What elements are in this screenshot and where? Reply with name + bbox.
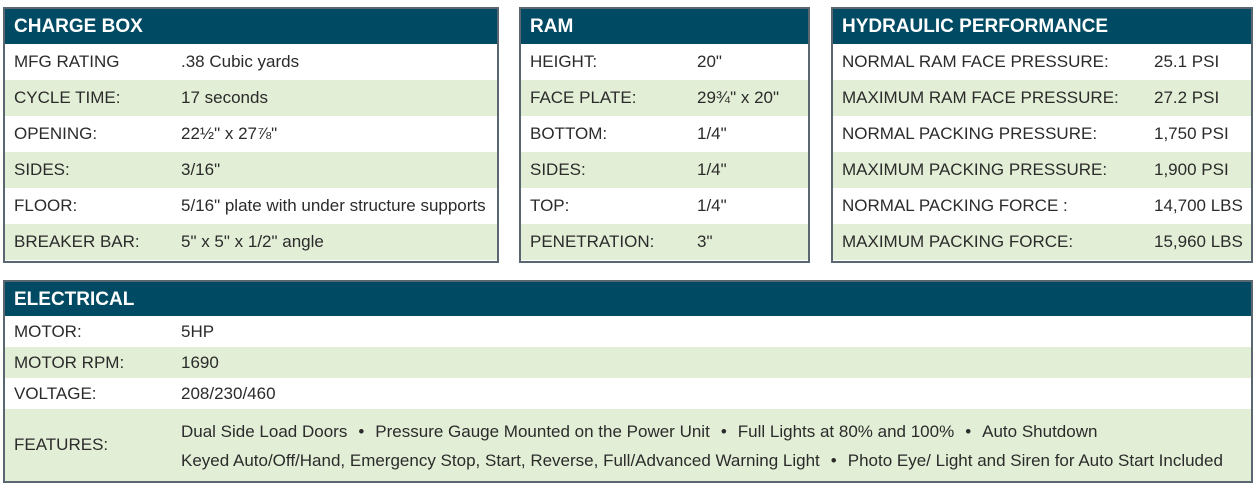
spec-label: SIDES:	[14, 160, 70, 179]
features-line	[181, 446, 1223, 475]
spec-value: 3/16"	[181, 160, 221, 179]
spec-row	[833, 116, 1251, 152]
spec-value: 29¾" x 20"	[697, 88, 780, 107]
spec-label: BOTTOM:	[530, 124, 608, 143]
spec-label: TOP:	[530, 196, 570, 215]
spec-value: 22½" x 27⅞"	[181, 124, 278, 143]
features-label: FEATURES:	[14, 435, 109, 454]
spec-value: 208/230/460	[181, 384, 276, 403]
spec-label: NORMAL PACKING PRESSURE:	[842, 124, 1098, 143]
spec-row	[521, 152, 808, 188]
spec-row	[5, 80, 497, 116]
feature-item: Full Lights at 80% and 100%	[737, 422, 955, 441]
spec-value: 1,750 PSI	[1154, 124, 1229, 143]
spec-label: FACE PLATE:	[530, 88, 637, 107]
spec-label: MOTOR:	[14, 322, 82, 341]
spec-label: MFG RATING	[14, 52, 120, 71]
spec-row	[833, 188, 1251, 224]
electrical-title: ELECTRICAL	[5, 282, 1251, 316]
features-line	[181, 417, 1223, 446]
spec-label: NORMAL PACKING FORCE :	[842, 196, 1068, 215]
spec-row	[833, 44, 1251, 80]
spec-value: 5HP	[181, 322, 215, 341]
spec-value: 1/4"	[697, 196, 727, 215]
features-list	[181, 417, 1223, 475]
spec-value: 1/4"	[697, 160, 727, 179]
spec-row	[521, 224, 808, 260]
spec-row	[5, 116, 497, 152]
spec-row	[521, 116, 808, 152]
spec-row	[521, 188, 808, 224]
spec-label: MAXIMUM PACKING FORCE:	[842, 232, 1074, 251]
spec-label: OPENING:	[14, 124, 98, 143]
spec-row	[5, 347, 1251, 378]
spec-value: 17 seconds	[181, 88, 268, 107]
spec-row	[5, 152, 497, 188]
spec-label: NORMAL RAM FACE PRESSURE:	[842, 52, 1109, 71]
spec-label: MAXIMUM PACKING PRESSURE:	[842, 160, 1108, 179]
spec-row	[5, 378, 1251, 409]
features-row	[5, 409, 1251, 481]
spec-row	[833, 152, 1251, 188]
spec-label: HEIGHT:	[530, 52, 598, 71]
feature-item: Auto Shutdown	[982, 422, 1098, 441]
electrical-panel	[3, 280, 1253, 483]
spec-label: CYCLE TIME:	[14, 88, 121, 107]
spec-label: MAXIMUM RAM FACE PRESSURE:	[842, 88, 1119, 107]
spec-row	[833, 80, 1251, 116]
bullet-separator: •	[965, 422, 972, 441]
spec-label: SIDES:	[530, 160, 586, 179]
spec-value: .38 Cubic yards	[181, 52, 300, 71]
bullet-separator: •	[720, 422, 727, 441]
feature-item: Photo Eye/ Light and Siren for Auto Start Included	[847, 451, 1223, 470]
spec-row	[521, 44, 808, 80]
feature-item: Keyed Auto/Off/Hand, Emergency Stop, Start, Reverse, Full/Advanced Warning Light	[181, 451, 820, 470]
spec-label: FLOOR:	[14, 196, 78, 215]
bullet-separator: •	[830, 451, 837, 470]
feature-item: Dual Side Load Doors	[181, 422, 348, 441]
hydraulic-performance-panel	[831, 7, 1253, 263]
charge-box-title: CHARGE BOX	[5, 9, 497, 44]
feature-item: Pressure Gauge Mounted on the Power Unit	[375, 422, 710, 441]
spec-value: 1690	[181, 353, 219, 372]
spec-value: 15,960 LBS	[1154, 232, 1243, 251]
spec-row	[5, 188, 497, 224]
ram-panel	[519, 7, 810, 263]
spec-value: 1,900 PSI	[1154, 160, 1229, 179]
spec-row	[5, 316, 1251, 347]
spec-value: 3"	[697, 232, 713, 251]
spec-value: 14,700 LBS	[1154, 196, 1243, 215]
spec-row	[5, 44, 497, 80]
hydraulic-performance-title: HYDRAULIC PERFORMANCE	[833, 9, 1251, 44]
spec-value: 5/16" plate with under structure supports	[181, 196, 486, 215]
spec-label: PENETRATION:	[530, 232, 655, 251]
spec-value: 1/4"	[697, 124, 727, 143]
spec-row	[5, 224, 497, 260]
spec-value: 25.1 PSI	[1154, 52, 1220, 71]
charge-box-panel	[3, 7, 499, 263]
spec-row	[833, 224, 1251, 260]
spec-label: BREAKER BAR:	[14, 232, 140, 251]
spec-label: MOTOR RPM:	[14, 353, 125, 372]
spec-value: 27.2 PSI	[1154, 88, 1220, 107]
ram-title: RAM	[521, 9, 808, 44]
bullet-separator: •	[358, 422, 365, 441]
spec-row	[521, 80, 808, 116]
spec-value: 20"	[697, 52, 722, 71]
spec-value: 5" x 5" x 1/2" angle	[181, 232, 324, 251]
spec-label: VOLTAGE:	[14, 384, 97, 403]
